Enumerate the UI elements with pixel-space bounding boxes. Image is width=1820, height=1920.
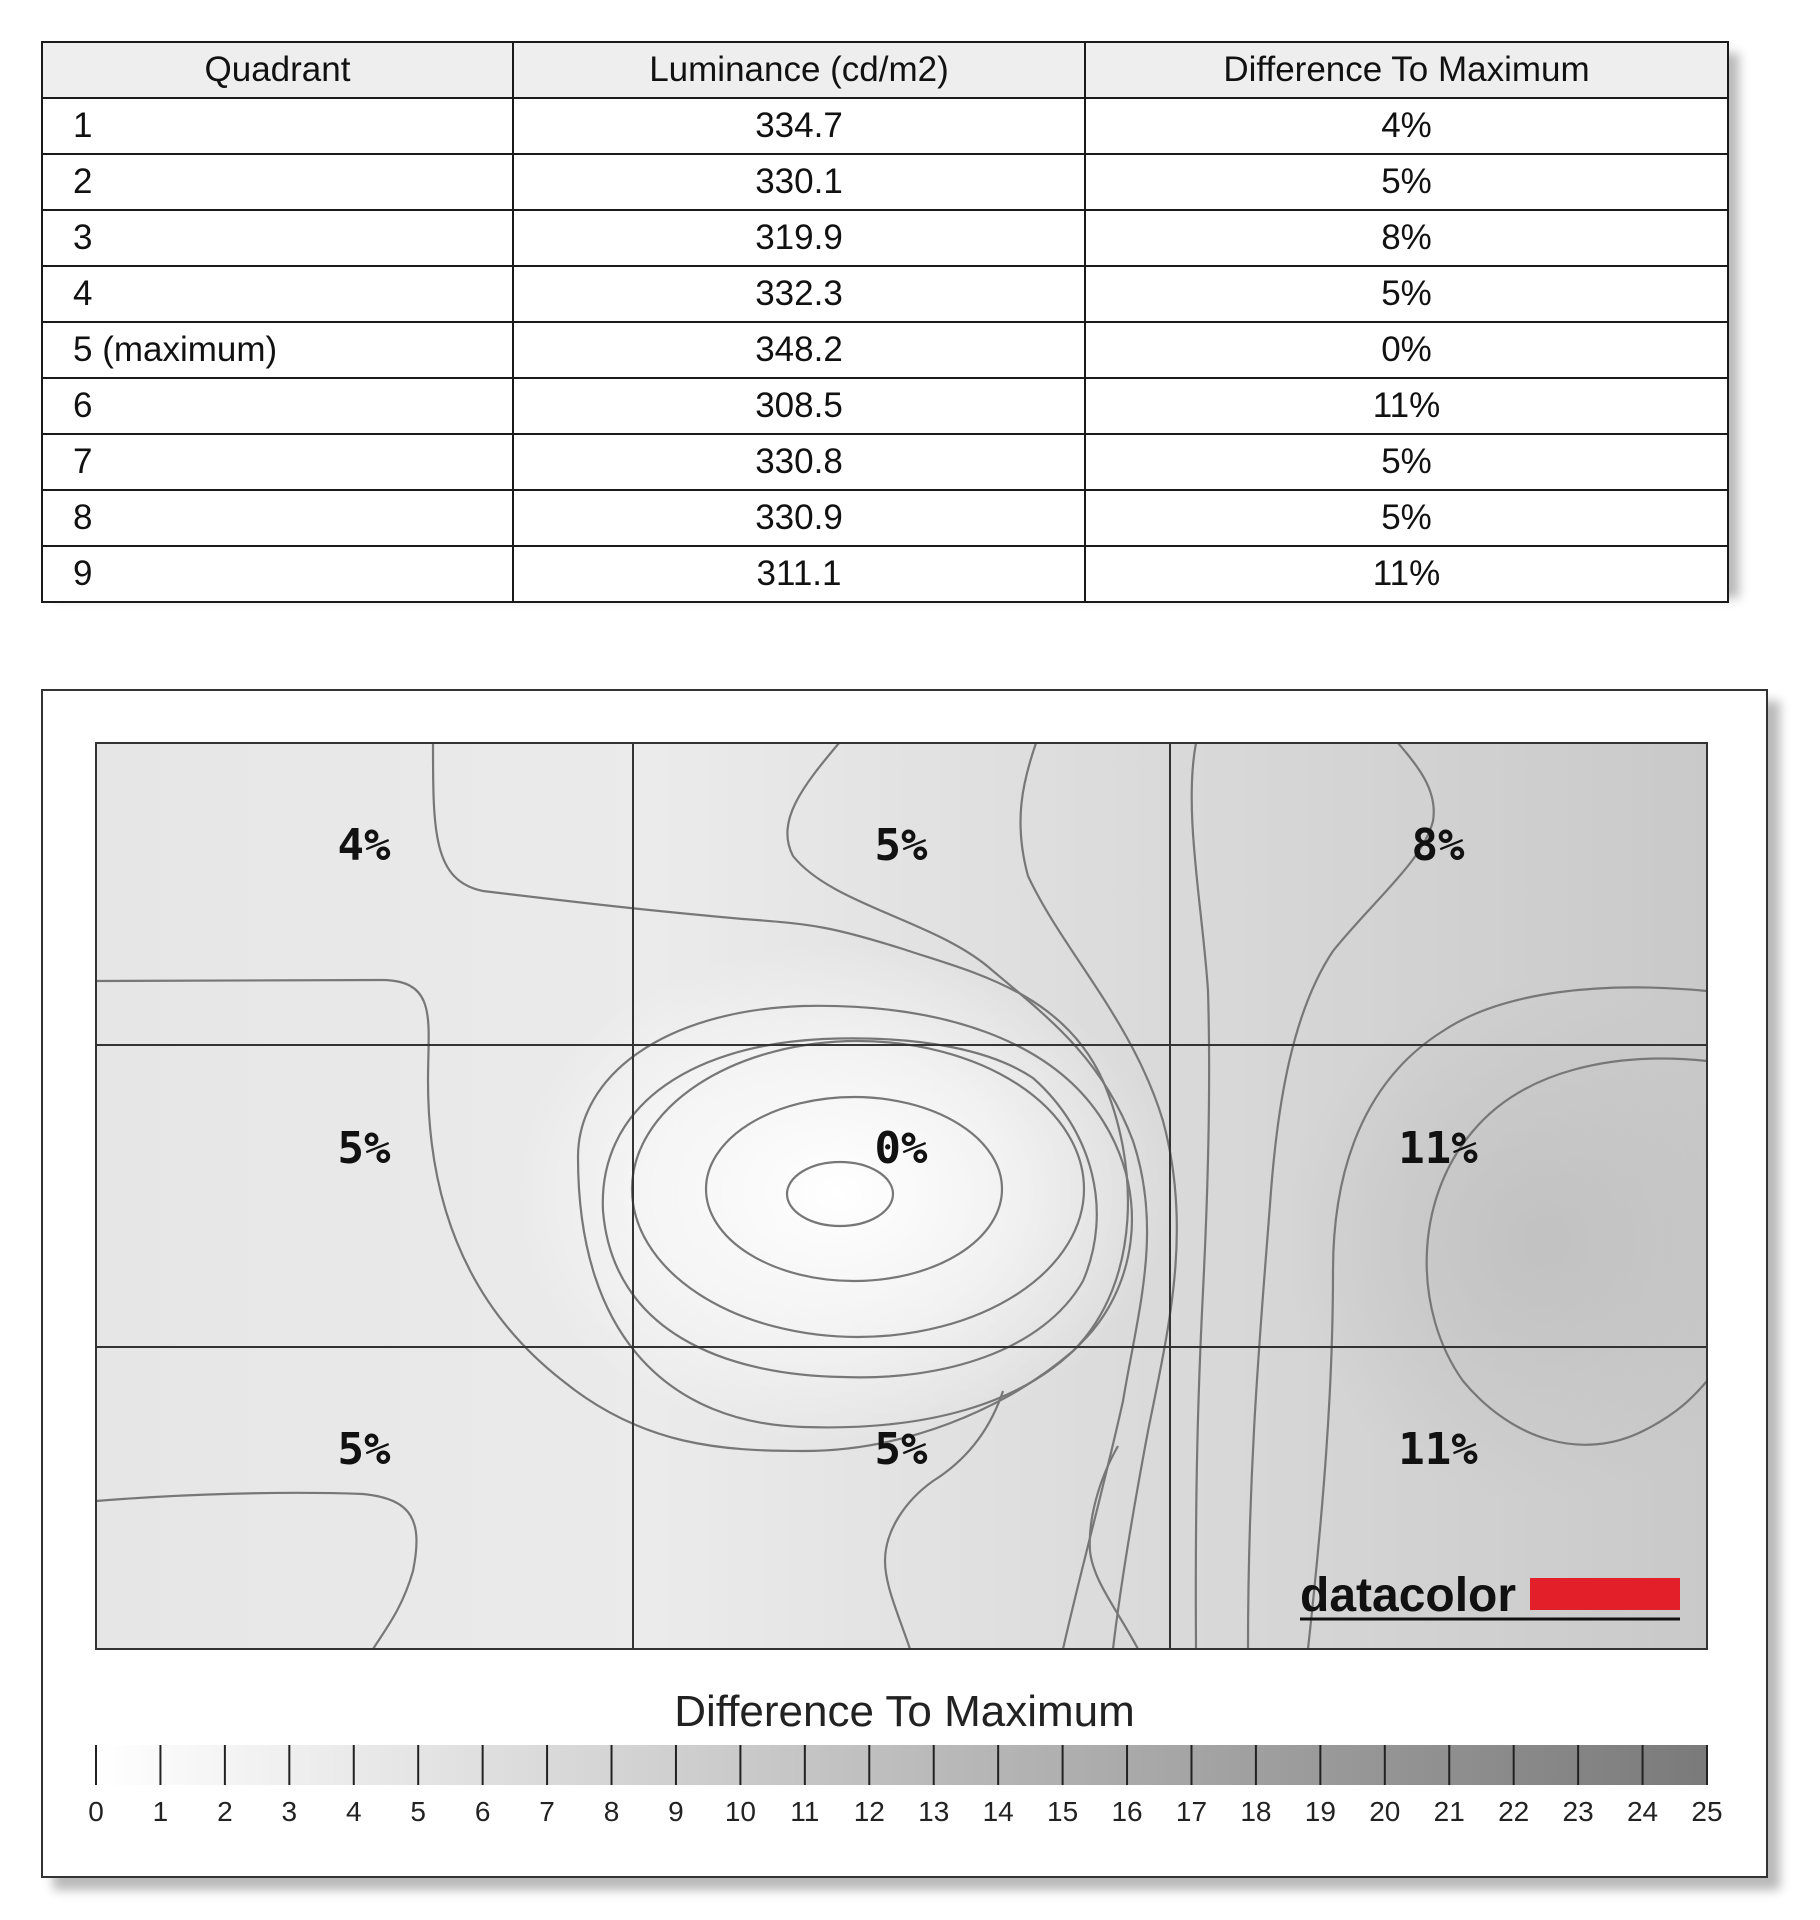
legend-tick-label: 4 xyxy=(345,1796,362,1827)
legend-tick-label: 13 xyxy=(918,1796,950,1827)
legend-tick-label: 1 xyxy=(152,1796,169,1827)
quadrant-label: 0% xyxy=(874,1123,928,1174)
legend-tick-label: 16 xyxy=(1111,1796,1143,1827)
legend-tick-label: 6 xyxy=(474,1796,491,1827)
table-row xyxy=(42,210,1728,266)
table-row xyxy=(42,490,1728,546)
legend-gradient-bar xyxy=(96,1745,1707,1785)
cell-difference: 0% xyxy=(1085,322,1728,378)
legend-tick-label: 9 xyxy=(668,1796,684,1827)
legend-tick-label: 7 xyxy=(539,1796,555,1827)
legend-tick-label: 21 xyxy=(1433,1796,1465,1827)
cell-quadrant: 5 (maximum) xyxy=(42,322,513,378)
cell-quadrant: 2 xyxy=(42,154,513,210)
table-row xyxy=(42,434,1728,490)
cell-luminance: 330.1 xyxy=(513,154,1085,210)
legend-tick-label: 8 xyxy=(603,1796,620,1827)
legend-tick-label: 24 xyxy=(1626,1796,1659,1827)
cell-luminance: 330.8 xyxy=(513,434,1085,490)
legend-tick-label: 14 xyxy=(982,1796,1014,1827)
quadrant-label: 5% xyxy=(337,1123,391,1174)
cell-difference: 5% xyxy=(1085,490,1728,546)
legend-tick-label: 5 xyxy=(410,1796,426,1827)
quadrant-label: 11% xyxy=(1398,1424,1478,1475)
legend-title: Difference To Maximum xyxy=(674,1687,1135,1736)
legend-tick-label: 11 xyxy=(790,1796,820,1827)
cell-difference: 5% xyxy=(1085,154,1728,210)
legend-tick-label: 12 xyxy=(853,1796,885,1827)
cell-difference: 8% xyxy=(1085,210,1728,266)
quadrant-label: 5% xyxy=(874,1424,928,1475)
luminance-table xyxy=(41,41,1729,603)
cell-difference: 5% xyxy=(1085,434,1728,490)
table-row xyxy=(42,322,1728,378)
table-row xyxy=(42,266,1728,322)
legend-tick-label: 0 xyxy=(88,1796,104,1827)
cell-quadrant: 6 xyxy=(42,378,513,434)
legend-tick-label: 19 xyxy=(1304,1796,1336,1827)
quadrant-label: 8% xyxy=(1411,820,1465,871)
cell-luminance: 348.2 xyxy=(513,322,1085,378)
quadrant-label: 5% xyxy=(337,1424,391,1475)
cell-difference: 4% xyxy=(1085,98,1728,154)
quadrant-label: 11% xyxy=(1398,1123,1478,1174)
legend-tick-label: 2 xyxy=(217,1796,233,1827)
legend-tick-label: 22 xyxy=(1498,1796,1530,1827)
header-luminance: Luminance (cd/m2) xyxy=(513,42,1085,98)
table-row xyxy=(42,378,1728,434)
quadrant-label: 5% xyxy=(874,820,928,871)
table-row xyxy=(42,546,1728,602)
datacolor-logo-bar xyxy=(1530,1578,1680,1610)
cell-difference: 11% xyxy=(1085,546,1728,602)
legend-tick-label: 25 xyxy=(1691,1796,1723,1827)
cell-quadrant: 9 xyxy=(42,546,513,602)
table-row xyxy=(42,154,1728,210)
legend-tick-label: 15 xyxy=(1047,1796,1079,1827)
cell-luminance: 334.7 xyxy=(513,98,1085,154)
luminance-table-container xyxy=(41,41,1727,593)
hotspot-region xyxy=(510,943,1170,1443)
table-header-row xyxy=(42,42,1728,98)
cell-luminance: 332.3 xyxy=(513,266,1085,322)
datacolor-logo-text: datacolor xyxy=(1300,1569,1517,1622)
cell-luminance: 308.5 xyxy=(513,378,1085,434)
legend-tick-label: 17 xyxy=(1175,1796,1208,1827)
header-quadrant: Quadrant xyxy=(42,42,513,98)
table-row xyxy=(42,98,1728,154)
quadrant-label: 4% xyxy=(337,820,391,871)
legend-tick-label: 3 xyxy=(281,1796,298,1827)
cell-quadrant: 8 xyxy=(42,490,513,546)
cell-difference: 11% xyxy=(1085,378,1728,434)
uniformity-chart-panel xyxy=(41,689,1768,1878)
cell-quadrant: 1 xyxy=(42,98,513,154)
header-difference: Difference To Maximum xyxy=(1085,42,1728,98)
legend-tick-label: 10 xyxy=(724,1796,756,1827)
legend-tick-label: 23 xyxy=(1562,1796,1594,1827)
cell-quadrant: 4 xyxy=(42,266,513,322)
cell-quadrant: 7 xyxy=(42,434,513,490)
legend-tick-label: 20 xyxy=(1369,1796,1401,1827)
cell-luminance: 311.1 xyxy=(513,546,1085,602)
legend-tick-label: 18 xyxy=(1240,1796,1272,1827)
cell-difference: 5% xyxy=(1085,266,1728,322)
cell-quadrant: 3 xyxy=(42,210,513,266)
cell-luminance: 319.9 xyxy=(513,210,1085,266)
cell-luminance: 330.9 xyxy=(513,490,1085,546)
